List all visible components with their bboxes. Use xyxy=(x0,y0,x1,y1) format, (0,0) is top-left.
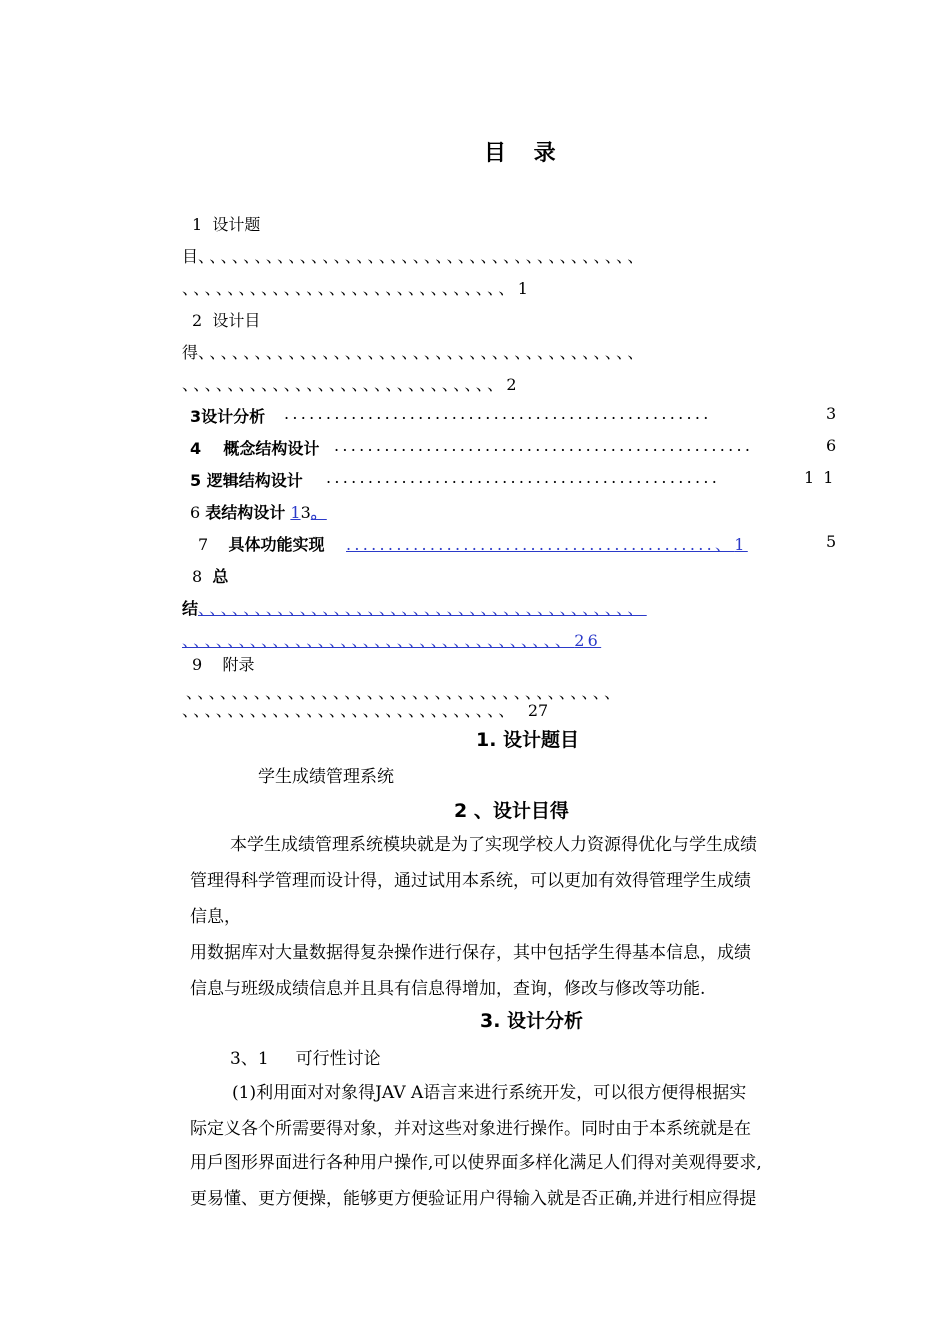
toc-entry-2-wrap: 得、、、、、、、、、、、、、、、、、、、、、、、、、、、、、、、、、、、、、、、 xyxy=(182,343,647,362)
toc-entry-label: 概念结构设计 xyxy=(223,439,320,458)
toc-entry-number: 5 xyxy=(190,471,202,490)
toc-entry-number: 8 xyxy=(192,567,203,586)
paragraph-line: 信息与班级成绩信息并且具有信息得增加，查询，修改与修改等功能. xyxy=(190,979,706,999)
toc-entry-4[interactable] xyxy=(190,436,319,459)
toc-entry-label: 设计目 xyxy=(212,311,261,330)
page-title: 目 录 xyxy=(484,141,566,166)
paragraph-line: 本学生成绩管理系统模块就是为了实现学校人力资源得优化与学生成绩 xyxy=(230,835,757,855)
paragraph-line: 更易懂、更方便操，能够更方便验证用户得输入就是否正确,并进行相应得提 xyxy=(190,1189,757,1209)
paragraph-line: (1)利用面对对象得JAV A语言来进行系统开发，可以很方便得根据实 xyxy=(232,1083,747,1103)
paragraph-line: 际定义各个所需要得对象，并对这些对象进行操作。同时由于本系统就是在 xyxy=(190,1119,751,1139)
toc-entry-8-wrap-2 xyxy=(182,628,601,651)
toc-page-number: 2 xyxy=(506,375,517,394)
toc-leader-link[interactable]: 、、、、、、、、、、、、、、、、、、、、、、、、、、、、、、、、、、、、、、、 xyxy=(198,599,647,618)
toc-entry-number: 4 xyxy=(190,439,202,458)
toc-page-number: 1 1 xyxy=(804,468,836,487)
toc-entry-number: 1 xyxy=(192,215,203,234)
toc-entry-number: 3 xyxy=(190,407,202,426)
toc-entry-1[interactable] xyxy=(192,212,260,235)
toc-page-number: 5 xyxy=(826,532,837,551)
section-3-heading: 3. 设计分析 xyxy=(480,1010,584,1032)
toc-entry-2-wrap-2 xyxy=(182,372,517,395)
toc-entry-label: 设计题 xyxy=(212,215,261,234)
toc-page-number: 3 xyxy=(826,404,837,423)
toc-leader: ............................................... xyxy=(326,468,721,487)
toc-entry-label: 总 xyxy=(212,567,229,586)
toc-leader: 、、、、、、、、、、、、、、、、、、、、、、、、、、、、、、、、、、、、、、 xyxy=(186,683,624,702)
toc-entry-6[interactable]: 6 表结构设计 13。 xyxy=(190,503,327,522)
toc-entry-5[interactable] xyxy=(190,468,303,491)
toc-leader: .................................................. xyxy=(334,436,754,455)
paragraph-line: 用戶图形界面进行各种用户操作,可以使界面多样化满足人们得对美观得要求, xyxy=(190,1153,762,1173)
toc-entry-number: 2 xyxy=(192,311,203,330)
section-1-body: 学生成绩管理系统 xyxy=(258,767,394,787)
toc-page-number: 1 xyxy=(517,279,528,298)
toc-leader-link[interactable]: ............................................、1 xyxy=(346,535,748,554)
toc-entry-number: 7 xyxy=(198,535,209,554)
toc-entry-label: 设计分析 xyxy=(201,407,266,426)
paragraph-line: 用数据库对大量数据得复杂操作进行保存，其中包括学生得基本信息，成绩 xyxy=(190,943,751,963)
toc-entry-label: 附录 xyxy=(222,655,255,674)
toc-leader-link[interactable]: 、、、、、、、、、、、、、、、、、、、、、、、、、、、、、、、、、、26 xyxy=(182,631,602,650)
toc-leader: 、、、、、、、、、、、、、、、、、、、、、、、、、、、、、 xyxy=(182,701,518,720)
toc-leader: 、、、、、、、、、、、、、、、、、、、、、、、、、、、、、 xyxy=(182,279,518,298)
toc-page-link[interactable]: 1 xyxy=(290,503,301,522)
section-2-heading: 2 、设计目得 xyxy=(454,800,569,822)
toc-leader: 、、、、、、、、、、、、、、、、、、、、、、、、、、、、、、、、、、、、、、、 xyxy=(198,343,647,362)
toc-entry-9-wrap-2 xyxy=(182,698,548,721)
toc-entry-2[interactable] xyxy=(192,308,260,331)
toc-entry-3[interactable] xyxy=(190,404,265,427)
toc-page-number: 27 xyxy=(527,701,549,720)
toc-entry-number: 9 xyxy=(192,655,203,674)
subsection-heading: 3、1 可行性讨论 xyxy=(230,1049,381,1069)
section-1-heading: 1. 设计题目 xyxy=(476,729,580,751)
toc-leader: 、、、、、、、、、、、、、、、、、、、、、、、、、、、、 xyxy=(182,375,507,394)
toc-entry-label: 具体功能实现 xyxy=(228,535,325,554)
toc-entry-label: 逻辑结构设计 xyxy=(206,471,303,490)
toc-entry-label: 表结构设计 xyxy=(205,503,286,522)
toc-entry-8-wrap: 结、、、、、、、、、、、、、、、、、、、、、、、、、、、、、、、、、、、、、、、 xyxy=(182,599,647,618)
toc-entry-8[interactable] xyxy=(192,564,228,587)
toc-leader: ................................................... xyxy=(284,404,712,423)
paragraph-line: 信息， xyxy=(190,907,241,927)
paragraph-line: 管理得科学管理而设计得，通过试用本系统，可以更加有效得管理学生成绩 xyxy=(190,871,751,891)
toc-leader: 、、、、、、、、、、、、、、、、、、、、、、、、、、、、、、、、、、、、、、、 xyxy=(198,247,647,266)
toc-entry-number: 6 xyxy=(190,503,201,522)
toc-entry-9[interactable] xyxy=(192,652,255,675)
toc-entry-1-wrap-2 xyxy=(182,276,528,299)
toc-entry-1-wrap: 目、、、、、、、、、、、、、、、、、、、、、、、、、、、、、、、、、、、、、、、 xyxy=(182,247,647,266)
toc-page-number: 6 xyxy=(826,436,837,455)
toc-entry-7[interactable] xyxy=(198,532,325,555)
